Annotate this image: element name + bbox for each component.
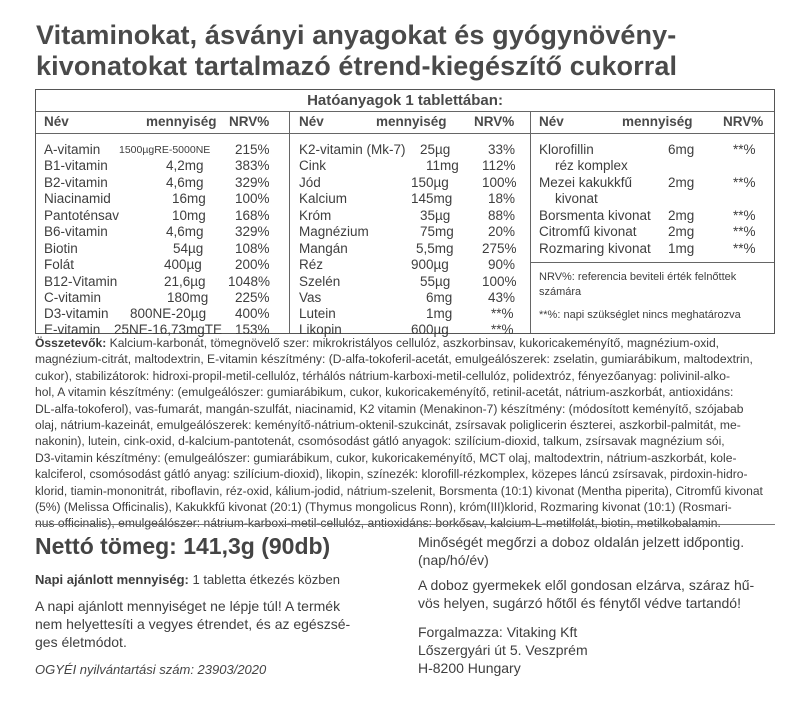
nutrient-name: Réz <box>299 257 324 272</box>
nutrient-nrv: 108% <box>235 241 270 256</box>
nutrient-quantity: 54µg <box>173 241 204 256</box>
nutrient-quantity: 4,6mg <box>166 175 204 190</box>
nutrient-nrv: 329% <box>235 224 270 239</box>
nutrient-nrv: 20% <box>488 224 516 239</box>
nutrient-name: D3-vitamin <box>44 306 109 321</box>
herb-name: Mezei kakukkfű <box>539 175 633 190</box>
column-header-name: Név <box>299 114 324 129</box>
nutrient-quantity: 21,6µg <box>164 274 206 289</box>
nutrient-name: Kalcium <box>299 191 348 206</box>
herb-name-continued: kivonat <box>555 191 598 206</box>
nutrient-quantity: 11mg <box>426 158 459 173</box>
nutrient-name: B1-vitamin <box>44 158 108 173</box>
nutrient-name: Likopin <box>299 322 342 337</box>
nutrient-quantity: 1mg <box>426 306 453 321</box>
nutrient-name: K2-vitamin (Mk-7) <box>299 142 406 157</box>
nutrient-name: Niacinamid <box>44 191 111 206</box>
nutrient-name: B6-vitamin <box>44 224 108 239</box>
no-daily-need-note: **%: napi szükséglet nincs meghatározva <box>539 309 741 321</box>
nutrient-name: Vas <box>299 290 322 305</box>
column-header-nrv: NRV% <box>474 114 515 129</box>
nutrient-quantity: 4,2mg <box>166 158 204 173</box>
herb-name: Citromfű kivonat <box>539 224 637 239</box>
nutrient-name: B2-vitamin <box>44 175 108 190</box>
nutrient-name: Biotin <box>44 241 78 256</box>
nutrient-nrv: 225% <box>235 290 270 305</box>
registration-number: OGYÉI nyilvántartási szám: 23903/2020 <box>35 662 267 677</box>
notes-divider <box>530 262 774 263</box>
herb-name-continued: réz komplex <box>555 158 628 173</box>
nutrient-name: Szelén <box>299 274 341 289</box>
nutrient-quantity: 150µg <box>411 175 449 190</box>
column-header-quantity: mennyiség <box>376 114 447 129</box>
nutrient-nrv: 90% <box>488 257 516 272</box>
nutrient-name: C-vitamin <box>44 290 102 305</box>
nutrient-name: Mangán <box>299 241 348 256</box>
herb-nrv: **% <box>733 142 756 157</box>
nutrient-name: Jód <box>299 175 321 190</box>
nutrient-name: Lutein <box>299 306 336 321</box>
nutrient-nrv: 153% <box>235 322 270 337</box>
section-divider <box>35 524 775 525</box>
nutrient-quantity: 10mg <box>172 208 206 223</box>
table-column-divider <box>289 111 290 333</box>
herb-nrv: **% <box>733 208 756 223</box>
nutrient-nrv: 200% <box>235 257 270 272</box>
ingredients-label: Összetevők: <box>35 336 107 350</box>
title-line-2: kivonatokat tartalmazó étrend-kiegészítő cukorral <box>36 51 678 81</box>
table-column-divider <box>530 111 531 333</box>
daily-dose-label: Napi ajánlott mennyiség: <box>35 572 189 587</box>
nutrient-nrv: 329% <box>235 175 270 190</box>
column-header-quantity: mennyiség <box>622 114 693 129</box>
herb-quantity: 2mg <box>668 175 695 190</box>
nutrient-nrv: 33% <box>488 142 516 157</box>
nutrient-quantity: 6mg <box>426 290 453 305</box>
net-weight: Nettó tömeg: 141,3g (90db) <box>35 533 331 559</box>
table-heading: Hatóanyagok 1 tablettában: <box>307 92 503 109</box>
nutrient-quantity: 900µg <box>411 257 449 272</box>
storage-info: A doboz gyermekek elől gondosan elzárva, száraz hű- vös helyen, sugárzó hőtől és fénytől védve tartandó! <box>418 577 755 611</box>
nutrient-name: Pantoténsav <box>44 208 120 223</box>
nutrient-quantity: 180mg <box>167 290 209 305</box>
table-divider-top <box>36 111 774 112</box>
herb-quantity: 2mg <box>668 208 695 223</box>
nutrient-nrv: 43% <box>488 290 516 305</box>
nutrient-quantity: 400µg <box>164 257 202 272</box>
nutrient-quantity: 55µg <box>420 274 451 289</box>
nutrient-nrv: 88% <box>488 208 516 223</box>
herb-name: Rozmaring kivonat <box>539 241 651 256</box>
nutrient-quantity: 25NE-16,73mgTE <box>114 322 223 337</box>
nutrient-name: Magnézium <box>299 224 369 239</box>
herb-quantity: 2mg <box>668 224 695 239</box>
nutrient-name: A-vitamin <box>44 142 101 157</box>
herb-name: Klorofillin <box>539 142 594 157</box>
nrv-note: NRV%: referencia beviteli érték felnőttek számára <box>539 271 737 298</box>
daily-dose-value: 1 tabletta étkezés közben <box>192 572 340 587</box>
column-header-name: Név <box>539 114 564 129</box>
nutrient-name: Króm <box>299 208 332 223</box>
nutrient-nrv: 18% <box>488 191 516 206</box>
nutrient-nrv: 100% <box>235 191 270 206</box>
nutrient-nrv: 215% <box>235 142 270 157</box>
nutrient-name: Folát <box>44 257 75 272</box>
shelf-life-info: Minőségét megőrzi a doboz oldalán jelzett időpontig. (nap/hó/év) <box>418 534 745 568</box>
title-line-1: Vitaminokat, ásványi anyagokat és gyógynövény- <box>36 20 677 50</box>
product-title <box>36 20 796 82</box>
nutrient-name: E-vitamin <box>44 322 101 337</box>
herb-nrv: **% <box>733 175 756 190</box>
nutrient-quantity: 35µg <box>420 208 451 223</box>
nutrient-nrv: 400% <box>235 306 270 321</box>
nutrient-nrv: 100% <box>482 175 517 190</box>
nutrient-quantity: 1500µgRE-5000NE <box>119 144 211 156</box>
nutrient-quantity: 25µg <box>420 142 451 157</box>
nutrient-name: Cink <box>299 158 327 173</box>
herb-nrv: **% <box>733 241 756 256</box>
table-divider-header <box>36 133 774 134</box>
herb-name: Borsmenta kivonat <box>539 208 651 223</box>
active-ingredients-table <box>35 89 775 337</box>
nutrient-nrv: 275% <box>482 241 517 256</box>
nutrient-quantity: 75mg <box>420 224 454 239</box>
nutrient-name: B12-Vitamin <box>44 274 118 289</box>
nutrient-nrv: 100% <box>482 274 517 289</box>
nutrient-nrv: 383% <box>235 158 270 173</box>
herb-quantity: 6mg <box>668 142 695 157</box>
nutrient-nrv: **% <box>491 306 514 321</box>
herb-quantity: 1mg <box>668 241 695 256</box>
nutrient-quantity: 16mg <box>172 191 206 206</box>
nutrient-quantity: 145mg <box>411 191 453 206</box>
column-header-quantity: mennyiség <box>146 114 217 129</box>
nutrient-nrv: **% <box>491 322 514 337</box>
daily-dose <box>35 572 340 587</box>
nutrient-quantity: 600µg <box>411 322 449 337</box>
column-header-name: Név <box>44 114 69 129</box>
nutrient-quantity: 800NE-20µg <box>130 306 207 321</box>
ingredients-list: Összetevők: Kalcium-karbonát, tömegnövelő szer: mikrokristályos cellulóz, aszkorbinsav, kukoricakeményítő, magnézium-oxid, magnézium-citrát, maltodextrin, E-vitamin készítmény: (D-alfa-tokoferil-acetát, emulgeálószerek: zselatin, gumiarábikum, maltodextrin, cukor), stabilizátorok: hidroxi-propil-metil-cellulóz, térhálós nátrium-karboxi-metil-cellulóz, polidextróz, fényezőanyag: polivinil-alko- hol, A vitamin készítmény: (emulgeálószer: gumiarábikum, cukor, kukoricakeményítő, retinil-acetát, nátrium-aszkorbát, antioxidáns: DL-alfa-tokoferol), vas-fumarát, mangán-szulfát, niacinamid, K2 vitamin (Menakinon-7) készítmény: (módosított keményítő, szójabab olaj, nátrium-kazeinát, emulgeálószerek: keményítő-nátrium-oktenil-szukcinát, zsírsavak poliglicerin észterei, aszkorbil-palmitát, me- nakonin), lutein, cink-oxid, d-kalcium-pantotenát, csomósodást gátló anyagok: szilícium-dioxid, talkum, zsírsavak magnézium sói, D3-vitamin készítmény: (emulgeálószer: gumiarábikum, cukor, kukoricakeményítő, MCT olaj, maltodextrin, nátrium-aszkorbát, kole- kalciferol, csomósodást gátló anyag: szilícium-dioxid), likopin, színezék: klorofill-rézkomplex, közepes láncú zsírsavak, pirdoxin-hidro- klorid, tiamin-mononitrát, riboflavin, réz-oxid, kálium-jodid, nátrium-szelenit, Borsmenta (10:1) kivonat (Mentha piperita), Citromfű kivonat (5%) (Melissa Officinalis), Kakukkfű kivonat (20:1) (Thymus mongolicus Ronn), króm(III)klorid, Rozmaring kivonat (10:1) (Rosmari- nus officinalis), emulgeálószer: nátrium-karboxi-metil-cellulóz, antioxidáns: borkősav, kalcium-L-metilfolát, biotin, metilkobalamin. <box>35 336 763 531</box>
herb-nrv: **% <box>733 224 756 239</box>
nutrient-nrv: 112% <box>482 158 516 173</box>
nutrient-quantity: 4,6mg <box>166 224 204 239</box>
column-header-nrv: NRV% <box>723 114 764 129</box>
distributor-info: Forgalmazza: Vitaking Kft Lőszergyári út 5. Veszprém H-8200 Hungary <box>418 624 588 676</box>
nutrient-nrv: 1048% <box>228 274 271 289</box>
dosage-warning: A napi ajánlott mennyiséget ne lépje túl! A termék nem helyettesíti a vegyes étrendet, és az egészsé- ges életmódot. <box>35 598 351 650</box>
nutrient-nrv: 168% <box>235 208 270 223</box>
column-header-nrv: NRV% <box>229 114 270 129</box>
nutrient-quantity: 5,5mg <box>416 241 454 256</box>
